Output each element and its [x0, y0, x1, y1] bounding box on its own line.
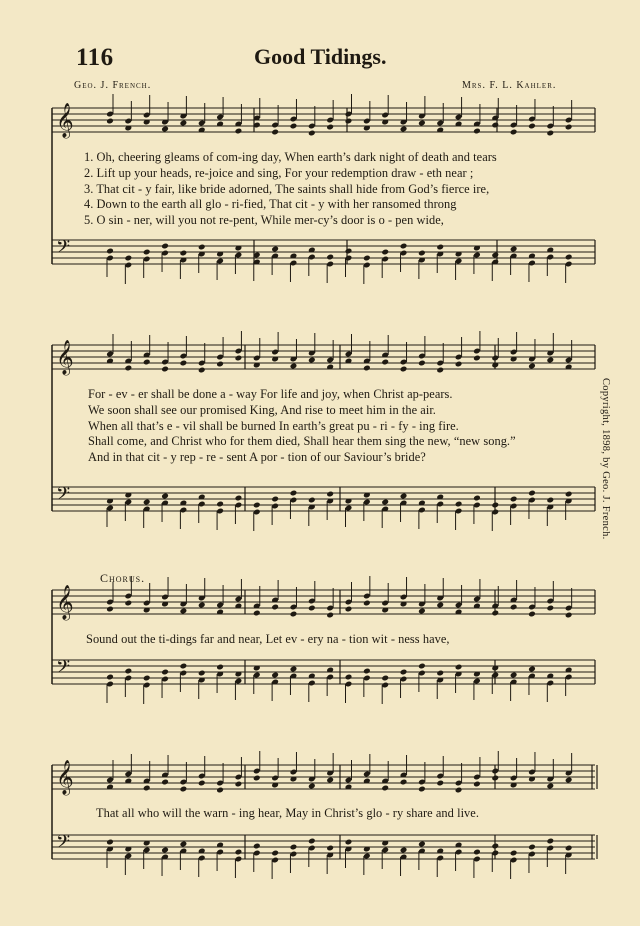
note-head: [271, 246, 279, 253]
note-head: [565, 491, 573, 498]
note-head: [235, 355, 243, 362]
note-head: [546, 838, 554, 845]
bass-clef-icon: 𝄢: [56, 657, 71, 682]
note-head: [308, 783, 316, 790]
note-head: [271, 672, 279, 679]
note-head: [161, 493, 169, 500]
note-head: [565, 612, 573, 619]
author-credit: Mrs. F. L. Kahler.: [462, 80, 557, 91]
chorus-line-2: That all who will the warn - ing hear, May in Christ’s glo - ry share and live.: [96, 806, 479, 820]
note-head: [436, 367, 444, 374]
note-head: [473, 355, 481, 362]
note-head: [125, 365, 133, 372]
note-head: [235, 781, 243, 788]
verse-4-line-2: Shall come, and Christ who for them died, Shall hear them sing the new, “new song.”: [88, 434, 516, 448]
note-head: [253, 843, 261, 850]
note-head: [400, 366, 408, 373]
note-head: [510, 496, 518, 503]
note-head: [180, 120, 188, 127]
note-head: [235, 495, 243, 502]
note-head: [180, 250, 188, 257]
note-head: [455, 664, 463, 671]
note-head: [363, 365, 371, 372]
note-head: [510, 246, 518, 253]
note-head: [106, 118, 114, 125]
note-head: [491, 122, 499, 129]
note-head: [290, 844, 298, 851]
note-head: [546, 783, 554, 790]
note-head: [400, 847, 408, 854]
note-head: [271, 496, 279, 503]
note-head: [143, 675, 151, 682]
note-head: [546, 357, 554, 364]
note-head: [381, 675, 389, 682]
note-head: [125, 600, 133, 607]
note-head: [436, 244, 444, 251]
note-head: [125, 255, 133, 262]
note-head: [381, 499, 389, 506]
bass-clef-icon: 𝄢: [56, 832, 71, 857]
note-head: [436, 602, 444, 609]
verse-4-line-1: 4. Down to the earth all glo - ri-fied, That cit - y with her ransomed throng: [84, 197, 457, 211]
note-head: [326, 491, 334, 498]
treble-clef-icon: 𝄞: [56, 340, 74, 375]
note-head: [381, 359, 389, 366]
note-head: [216, 664, 224, 671]
verse-3-line-2: When all that’s e - vil shall be burned In earth’s great pu - ri - fy - ing fire.: [88, 419, 459, 433]
note-head: [198, 602, 206, 609]
note-head: [308, 357, 316, 364]
chorus-line-1: Sound out the ti-dings far and near, Let ev - ery na - tion wit - ness have,: [86, 632, 450, 646]
note-head: [143, 359, 151, 366]
note-head: [400, 493, 408, 500]
note-head: [235, 128, 243, 135]
note-head: [528, 611, 536, 618]
note-head: [271, 850, 279, 857]
note-head: [418, 250, 426, 257]
verse-5-line-1: 5. O sin - ner, will you not re-pent, While mer-cy’s door is o - pen wide,: [84, 213, 444, 227]
hymn-number: 116: [76, 44, 114, 71]
note-head: [161, 243, 169, 250]
note-head: [418, 360, 426, 367]
verse-5-line-2: And in that cit - y rep - re - sent A por - tion of our Saviour’s bride?: [88, 450, 426, 464]
note-head: [400, 243, 408, 250]
chorus-label: Chorus.: [100, 571, 146, 585]
note-head: [326, 612, 334, 619]
note-head: [271, 604, 279, 611]
note-head: [345, 839, 353, 846]
treble-clef-icon: 𝄞: [56, 585, 74, 620]
note-head: [455, 787, 463, 794]
note-head: [363, 668, 371, 675]
note-head: [180, 786, 188, 793]
treble-clef-icon: 𝄞: [56, 760, 74, 795]
note-head: [198, 780, 206, 787]
note-head: [546, 497, 554, 504]
note-head: [308, 838, 316, 845]
copyright-notice: Copyright, 1898, by Geo. J. French.: [600, 378, 611, 540]
note-head: [290, 123, 298, 130]
bass-clef-icon: 𝄢: [56, 484, 71, 509]
note-head: [345, 674, 353, 681]
note-head: [216, 787, 224, 794]
note-head: [326, 254, 334, 261]
note-head: [216, 361, 224, 368]
note-head: [180, 663, 188, 670]
note-head: [436, 670, 444, 677]
note-head: [546, 130, 554, 137]
note-head: [253, 775, 261, 782]
verse-2-line-2: We soon shall see our promised King, And rise to meet him in the air.: [88, 403, 436, 417]
note-head: [418, 786, 426, 793]
note-head: [290, 666, 298, 673]
note-head: [180, 608, 188, 615]
note-head: [290, 611, 298, 618]
composer-credit: Geo. J. French.: [74, 80, 152, 91]
note-head: [528, 490, 536, 497]
note-head: [436, 780, 444, 787]
note-head: [198, 244, 206, 251]
note-head: [473, 781, 481, 788]
note-head: [345, 118, 353, 125]
note-head: [106, 839, 114, 846]
note-head: [308, 605, 316, 612]
note-head: [106, 248, 114, 255]
note-head: [143, 499, 151, 506]
note-head: [363, 255, 371, 262]
note-head: [161, 847, 169, 854]
note-head: [528, 123, 536, 130]
bass-clef-icon: 𝄢: [56, 237, 71, 262]
note-head: [473, 849, 481, 856]
note-head: [326, 124, 334, 131]
note-head: [161, 126, 169, 133]
verse-1-line-1: 1. Oh, cheering gleams of com-ing day, When earth’s dark night of death and tears: [84, 150, 497, 164]
note-head: [400, 669, 408, 676]
note-head: [253, 502, 261, 509]
note-head: [308, 130, 316, 137]
note-head: [180, 841, 188, 848]
note-head: [345, 248, 353, 255]
note-head: [418, 120, 426, 127]
note-head: [400, 779, 408, 786]
note-head: [381, 785, 389, 792]
note-head: [418, 841, 426, 848]
note-head: [546, 605, 554, 612]
note-head: [418, 608, 426, 615]
note-head: [565, 777, 573, 784]
note-head: [528, 844, 536, 851]
note-head: [253, 610, 261, 617]
verse-1-line-2: For - ev - er shall be done a - way For life and joy, when Christ ap-pears.: [88, 387, 453, 401]
note-head: [455, 501, 463, 508]
note-head: [528, 666, 536, 673]
note-head: [216, 501, 224, 508]
verse-3-line-1: 3. That cit - y fair, like bride adorned, The saints shall hide from God’s fierce ire,: [84, 182, 490, 196]
note-head: [565, 254, 573, 261]
note-head: [125, 668, 133, 675]
verse-2-line-1: 2. Lift up your heads, re-joice and sing, For your redemption draw - eth near ;: [84, 166, 474, 180]
note-head: [510, 604, 518, 611]
note-head: [290, 363, 298, 370]
note-head: [510, 850, 518, 857]
note-head: [510, 672, 518, 679]
note-head: [143, 785, 151, 792]
note-head: [106, 674, 114, 681]
note-head: [491, 252, 499, 259]
note-head: [565, 845, 573, 852]
note-head: [326, 777, 334, 784]
note-head: [400, 126, 408, 133]
note-head: [345, 606, 353, 613]
note-head: [290, 490, 298, 497]
note-head: [455, 361, 463, 368]
note-head: [198, 367, 206, 374]
treble-clef-icon: 𝄞: [56, 103, 74, 138]
note-head: [161, 669, 169, 676]
note-head: [473, 495, 481, 502]
note-head: [198, 670, 206, 677]
note-head: [473, 128, 481, 135]
hymn-title: Good Tidings.: [254, 44, 387, 69]
note-head: [326, 845, 334, 852]
note-head: [381, 249, 389, 256]
note-head: [180, 360, 188, 367]
note-head: [363, 600, 371, 607]
note-head: [161, 779, 169, 786]
note-head: [271, 129, 279, 136]
note-head: [143, 249, 151, 256]
note-head: [510, 129, 518, 136]
note-head: [308, 497, 316, 504]
note-head: [418, 663, 426, 670]
note-head: [235, 849, 243, 856]
note-head: [161, 366, 169, 373]
note-head: [528, 363, 536, 370]
note-head: [565, 124, 573, 131]
note-head: [106, 606, 114, 613]
